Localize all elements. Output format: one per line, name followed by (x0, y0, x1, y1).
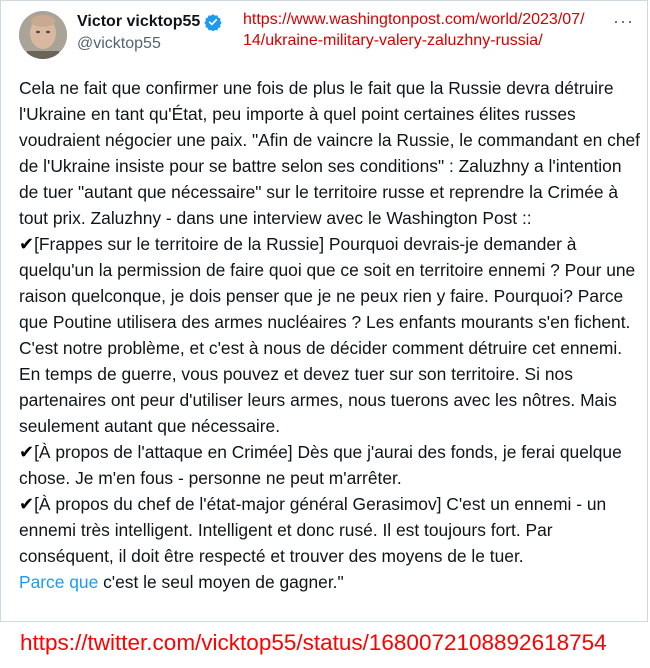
check-mark-icon: ✔ (19, 234, 35, 254)
point-3-end: c'est le seul moyen de gagner." (98, 572, 344, 592)
point-2-text: [À propos de l'attaque en Crimée] Dès que j'aurai des fonds, je ferai quelque chose. Je m'en fous - personne ne peut m'arrêter. (19, 442, 622, 488)
point-3-text: [À propos du chef de l'état-major général Gerasimov] C'est un ennemi - un ennemi très intelligent. Intelligent et donc rusé. Il est toujours fort. Par conséquent, il doit être respecté et trouver des moyens de le tuer. (19, 494, 607, 566)
verified-badge-icon (204, 13, 222, 31)
point-1-text: [Frappes sur le territoire de la Russie] Pourquoi devrais-je demander à quelqu'un la permission de faire quoi que ce soit en territoire ennemi ? Pour une raison quelconque, je dois penser que je ne peux rien y faire. Pourquoi? Parce que Poutine utilisera des armes nucléaires ? Les enfants mourants s'en fichent. C'est notre problème, et c'est à nous de décider comment détruire cet ennemi. En temps de guerre, vous pouvez et devez tuer sur son territoire. Si nos partenaires ont peur d'utiliser leurs armes, nous tuerons avec les nôtres. Mais seulement autant que nécessaire. (19, 234, 636, 436)
check-mark-icon: ✔ (19, 442, 35, 462)
check-mark-icon: ✔ (19, 494, 35, 514)
display-name[interactable]: Victor vicktop55 (77, 13, 201, 30)
parce-que-link[interactable]: Parce que (19, 572, 99, 592)
tweet-point-2 (19, 439, 644, 491)
avatar-image (19, 11, 67, 59)
more-options-icon[interactable]: ··· (613, 11, 634, 31)
tweet-point-1 (19, 231, 644, 439)
tweet-url-annotation: https://twitter.com/vicktop55/status/1680072108892618754 (20, 630, 607, 655)
avatar[interactable] (19, 11, 67, 59)
name-row (77, 13, 222, 31)
tweet-intro: Cela ne fait que confirmer une fois de plus le fait que la Russie devra détruire l'Ukraine en tant qu'État, peu importe à quel point certaines élites russes voudraient négocier une paix. "Afin de vaincre la Russie, le commandant en chef de l'Ukraine insiste pour se battre selon ses conditions" : Zaluzhny a l'intention de tuer "autant que nécessaire" sur le territoire russe et reprendre la Crimée à tout prix. Zaluzhny - dans une interview avec le Washington Post :: (19, 78, 641, 228)
tweet-point-3 (19, 491, 644, 595)
tweet-text (19, 75, 644, 595)
handle[interactable]: @vicktop55 (77, 35, 161, 52)
source-url-annotation: https://www.washingtonpost.com/world/2023/07/14/ukraine-military-valery-zaluzhny-russia/ (243, 11, 585, 49)
